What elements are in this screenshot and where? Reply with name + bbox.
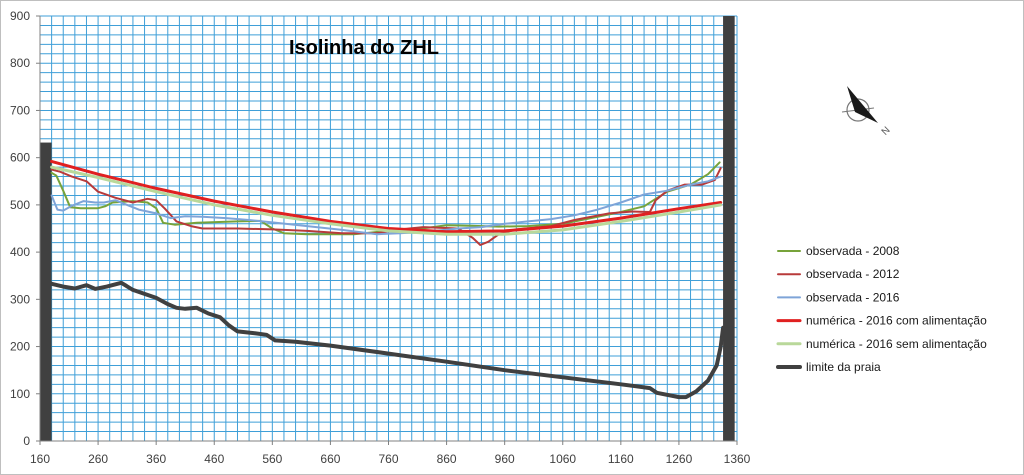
north-arrow-head xyxy=(847,86,878,123)
x-tick-label: 1360 xyxy=(723,452,751,466)
x-tick-label: 360 xyxy=(146,452,167,466)
y-tick-label: 700 xyxy=(9,103,30,118)
x-tick-label: 760 xyxy=(378,452,399,466)
legend-label: observada - 2008 xyxy=(806,244,900,258)
y-tick-label: 900 xyxy=(9,9,30,23)
x-tick-label: 460 xyxy=(204,452,225,466)
chart-title: Isolinha do ZHL xyxy=(289,37,439,59)
x-tick-label: 660 xyxy=(320,452,341,466)
x-tick-label: 1060 xyxy=(549,452,577,466)
legend-label: limite da praia xyxy=(806,360,881,374)
x-tick-label: 260 xyxy=(88,452,109,466)
y-tick-label: 300 xyxy=(9,292,30,307)
x-tick-label: 560 xyxy=(262,452,283,466)
y-tick-label: 500 xyxy=(9,197,30,212)
x-tick-label: 1260 xyxy=(665,452,693,466)
x-tick-label: 160 xyxy=(29,452,51,466)
x-tick-label: 860 xyxy=(436,452,457,466)
legend xyxy=(778,244,987,374)
north-arrow-icon xyxy=(842,86,893,138)
y-tick-label: 600 xyxy=(9,150,30,165)
legend-label: observada - 2012 xyxy=(806,267,900,282)
y-tick-label: 0 xyxy=(23,434,30,448)
x-tick-label: 960 xyxy=(494,452,515,466)
y-tick-label: 100 xyxy=(9,386,30,401)
legend-label: numérica - 2016 sem alimentação xyxy=(806,336,987,351)
north-label: N xyxy=(879,124,893,138)
y-tick-label: 400 xyxy=(9,245,30,260)
left-wall xyxy=(40,143,52,441)
right-wall xyxy=(723,16,735,441)
x-tick-label: 1160 xyxy=(607,452,634,466)
legend-label: observada - 2016 xyxy=(806,290,900,305)
y-tick-label: 800 xyxy=(9,56,30,71)
y-tick-label: 200 xyxy=(9,339,30,354)
legend-label: numérica - 2016 com alimentação xyxy=(806,313,987,328)
